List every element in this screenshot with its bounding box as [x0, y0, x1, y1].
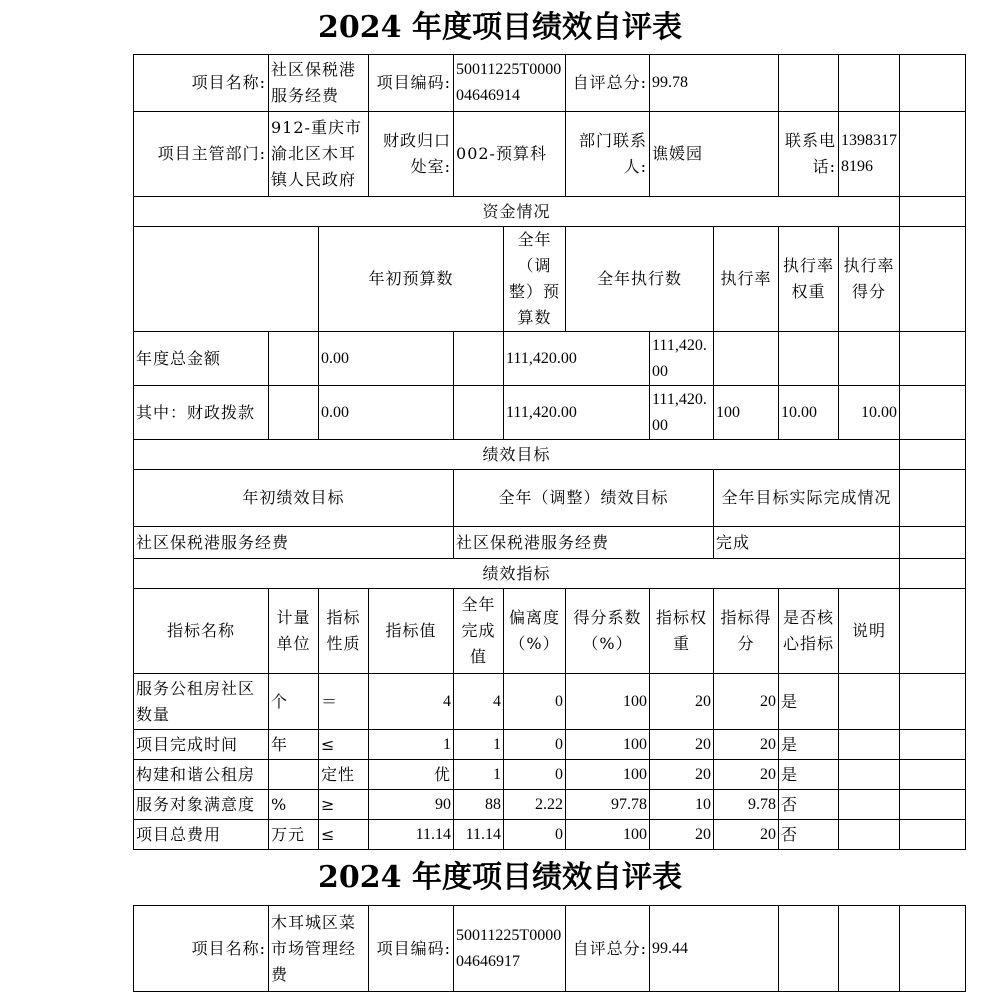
indicator-unit: %	[269, 790, 319, 820]
indicator-target: 11.14	[369, 820, 454, 850]
indicator-note	[839, 790, 900, 820]
blank-cell	[454, 386, 504, 440]
funds-header-weight: 执行率权重	[779, 227, 839, 332]
blank-cell	[900, 440, 966, 470]
funds-header-executed: 全年执行数	[566, 227, 714, 332]
indicator-header-row	[134, 589, 966, 674]
blank-cell	[900, 906, 966, 992]
blank-cell	[900, 227, 966, 332]
funds-initial: 0.00	[319, 386, 454, 440]
indicator-row	[134, 820, 966, 850]
indicator-nature: ≤	[319, 730, 369, 760]
blank-cell	[779, 906, 839, 992]
indicator-deviation: 2.22	[504, 790, 566, 820]
phone-value: 13983178196	[839, 112, 900, 197]
project-name-value: 木耳城区菜市场管理经费	[269, 906, 369, 992]
indicator-note	[839, 820, 900, 850]
goal-actual-value: 完成	[714, 527, 900, 559]
indicator-unit: 万元	[269, 820, 319, 850]
funds-score	[839, 332, 900, 386]
indicator-coef: 100	[566, 674, 650, 730]
contact-label: 部门联系人:	[566, 112, 650, 197]
blank-cell	[900, 790, 966, 820]
funds-weight	[779, 332, 839, 386]
indicator-header: 偏离度（%）	[504, 589, 566, 674]
project-name-label: 项目名称:	[134, 55, 269, 112]
funds-rate	[714, 332, 779, 386]
performance-table-2	[133, 905, 966, 992]
funds-initial: 0.00	[319, 332, 454, 386]
funds-adjusted: 111,420.00	[504, 332, 650, 386]
blank-cell	[900, 760, 966, 790]
blank-cell	[900, 527, 966, 559]
indicator-actual: 4	[454, 674, 504, 730]
indicator-name: 构建和谐公租房	[134, 760, 269, 790]
blank-cell	[900, 386, 966, 440]
indicator-deviation: 0	[504, 730, 566, 760]
blank-cell	[900, 470, 966, 527]
indicator-header: 指标值	[369, 589, 454, 674]
blank-cell	[900, 589, 966, 674]
blank-cell	[900, 730, 966, 760]
blank-cell	[134, 227, 319, 332]
indicator-nature: 定性	[319, 760, 369, 790]
indicator-row	[134, 674, 966, 730]
funds-section-header: 资金情况	[134, 197, 900, 227]
indicator-core: 否	[779, 820, 839, 850]
funds-executed: 111,420.00	[650, 332, 714, 386]
blank-cell	[269, 332, 319, 386]
project-code-label: 项目编码:	[369, 55, 454, 112]
indicator-score: 20	[714, 730, 779, 760]
form-title: 2024 年度项目绩效自评表	[318, 860, 682, 895]
blank-cell	[900, 674, 966, 730]
funds-row-label: 其中：财政拨款	[134, 386, 269, 440]
indicator-weight: 10	[650, 790, 714, 820]
indicator-target: 90	[369, 790, 454, 820]
indicator-nature: ≤	[319, 820, 369, 850]
indicator-name: 服务对象满意度	[134, 790, 269, 820]
finance-office-label: 财政归口处室:	[369, 112, 454, 197]
blank-cell	[839, 906, 900, 992]
self-score-value: 99.44	[650, 906, 779, 992]
goal-header-adjusted: 全年（调整）绩效目标	[454, 470, 714, 527]
project-name-value: 社区保税港服务经费	[269, 55, 369, 112]
blank-cell	[454, 332, 504, 386]
form-title: 2024 年度项目绩效自评表	[318, 10, 682, 45]
blank-cell	[900, 820, 966, 850]
blank-cell	[900, 112, 966, 197]
dept-label: 项目主管部门:	[134, 112, 269, 197]
blank-cell	[900, 55, 966, 112]
funds-header-score: 执行率得分	[839, 227, 900, 332]
indicator-note	[839, 730, 900, 760]
funds-row	[134, 386, 966, 440]
blank-cell	[900, 559, 966, 589]
self-score-label: 自评总分:	[566, 55, 650, 112]
funds-executed: 111,420.00	[650, 386, 714, 440]
funds-row-label: 年度总金额	[134, 332, 269, 386]
indicator-score: 20	[714, 674, 779, 730]
funds-header-initial: 年初预算数	[319, 227, 504, 332]
indicator-header: 计量单位	[269, 589, 319, 674]
indicator-weight: 20	[650, 760, 714, 790]
funds-adjusted: 111,420.00	[504, 386, 650, 440]
indicator-row	[134, 760, 966, 790]
dept-value: 912-重庆市渝北区木耳镇人民政府	[269, 112, 369, 197]
goal-section-header: 绩效目标	[134, 440, 900, 470]
blank-cell	[839, 55, 900, 112]
indicator-actual: 11.14	[454, 820, 504, 850]
indicator-core: 否	[779, 790, 839, 820]
indicator-header: 指标得分	[714, 589, 779, 674]
self-score-value: 99.78	[650, 55, 779, 112]
funds-header-rate: 执行率	[714, 227, 779, 332]
indicator-target: 4	[369, 674, 454, 730]
indicator-deviation: 0	[504, 820, 566, 850]
indicator-weight: 20	[650, 730, 714, 760]
indicator-unit	[269, 760, 319, 790]
indicator-header: 是否核心指标	[779, 589, 839, 674]
indicator-core: 是	[779, 730, 839, 760]
project-code-value: 50011225T000004646917	[454, 906, 566, 992]
indicator-unit: 年	[269, 730, 319, 760]
indicator-note	[839, 674, 900, 730]
finance-office-value: 002-预算科	[454, 112, 566, 197]
indicator-deviation: 0	[504, 760, 566, 790]
indicator-target: 优	[369, 760, 454, 790]
funds-row	[134, 332, 966, 386]
goal-header-actual: 全年目标实际完成情况	[714, 470, 900, 527]
blank-cell	[779, 55, 839, 112]
blank-cell	[900, 197, 966, 227]
indicator-section-header: 绩效指标	[134, 559, 900, 589]
contact-value: 谯媛园	[650, 112, 779, 197]
funds-weight: 10.00	[779, 386, 839, 440]
project-name-label: 项目名称:	[134, 906, 269, 992]
indicator-core: 是	[779, 674, 839, 730]
funds-score: 10.00	[839, 386, 900, 440]
indicator-header: 指标名称	[134, 589, 269, 674]
indicator-score: 9.78	[714, 790, 779, 820]
self-score-label: 自评总分:	[566, 906, 650, 992]
indicator-unit: 个	[269, 674, 319, 730]
indicator-name: 服务公租房社区数量	[134, 674, 269, 730]
indicator-name: 项目总费用	[134, 820, 269, 850]
indicator-score: 20	[714, 820, 779, 850]
phone-label: 联系电话:	[779, 112, 839, 197]
blank-cell	[900, 332, 966, 386]
project-code-label: 项目编码:	[369, 906, 454, 992]
indicator-coef: 100	[566, 760, 650, 790]
goal-header-initial: 年初绩效目标	[134, 470, 454, 527]
indicator-row	[134, 790, 966, 820]
indicator-nature: ＝	[319, 674, 369, 730]
goal-adjusted-value: 社区保税港服务经费	[454, 527, 714, 559]
indicator-core: 是	[779, 760, 839, 790]
blank-cell	[269, 386, 319, 440]
indicator-header: 指标权重	[650, 589, 714, 674]
indicator-coef: 100	[566, 820, 650, 850]
indicator-score: 20	[714, 760, 779, 790]
indicator-actual: 1	[454, 760, 504, 790]
indicator-note	[839, 760, 900, 790]
indicator-weight: 20	[650, 674, 714, 730]
indicator-row	[134, 730, 966, 760]
funds-rate: 100	[714, 386, 779, 440]
indicator-nature: ≥	[319, 790, 369, 820]
indicator-actual: 88	[454, 790, 504, 820]
performance-table-1	[133, 54, 966, 850]
indicator-weight: 20	[650, 820, 714, 850]
indicator-coef: 97.78	[566, 790, 650, 820]
project-code-value: 50011225T000004646914	[454, 55, 566, 112]
indicator-header: 指标性质	[319, 589, 369, 674]
indicator-header: 说明	[839, 589, 900, 674]
indicator-name: 项目完成时间	[134, 730, 269, 760]
indicator-target: 1	[369, 730, 454, 760]
funds-header-adjusted: 全年（调整）预算数	[504, 227, 566, 332]
indicator-header: 得分系数（%）	[566, 589, 650, 674]
indicator-deviation: 0	[504, 674, 566, 730]
indicator-actual: 1	[454, 730, 504, 760]
indicator-header: 全年完成值	[454, 589, 504, 674]
indicator-coef: 100	[566, 730, 650, 760]
goal-initial-value: 社区保税港服务经费	[134, 527, 454, 559]
